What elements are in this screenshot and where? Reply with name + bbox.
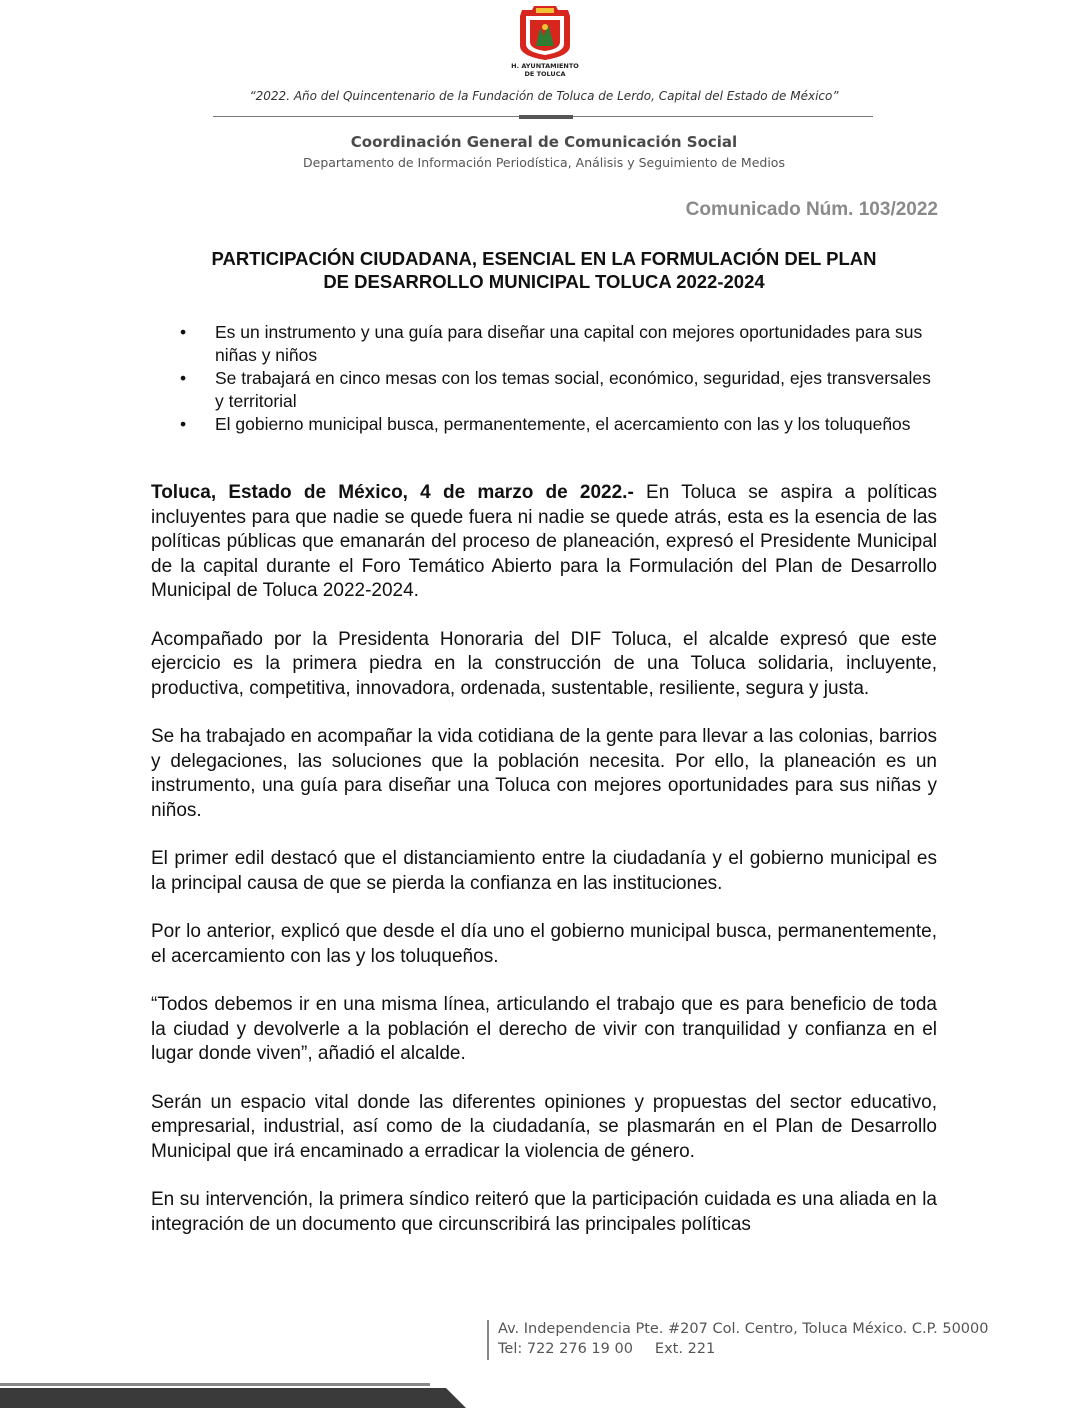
- press-release-body: [151, 481, 937, 1261]
- highlights-list: [152, 321, 938, 436]
- bullet-icon: •: [180, 368, 187, 388]
- seal-caption: [496, 62, 594, 78]
- footer-extension: Ext. 221: [654, 1341, 716, 1357]
- highlight-text: El gobierno municipal busca, permanentemente, el acercamiento con las y los toluqueños: [215, 414, 911, 434]
- highlight-item: [152, 367, 938, 413]
- highlight-item: [152, 321, 938, 367]
- body-paragraph: Por lo anterior, explicó que desde el día uno el gobierno municipal busca, permanentemente, el acercamiento con las y los toluqueños.: [151, 921, 937, 967]
- bullet-icon: •: [180, 414, 187, 434]
- footer-stripe: [0, 1383, 430, 1386]
- body-paragraph: [151, 481, 937, 604]
- highlight-text: Se trabajará en cinco mesas con los temas social, económico, seguridad, ejes transversales y territorial: [215, 368, 931, 411]
- footer-divider: [487, 1320, 489, 1360]
- footer-phone: Tel: 722 276 19 00: [498, 1341, 633, 1357]
- body-paragraph: “Todos debemos ir en una misma línea, articulando el trabajo que es para beneficio de toda la ciudad y devolverle a la población el derecho de vivir con tranquilidad y confianza en el lugar donde viven”, añadió el alcalde.: [151, 994, 937, 1064]
- seal-caption-line2: DE TOLUCA: [524, 70, 566, 78]
- toluca-seal-logo: [514, 6, 576, 60]
- press-release-number: Comunicado Núm. 103/2022: [685, 199, 938, 220]
- body-paragraph: Acompañado por la Presidenta Honoraria del DIF Toluca, el alcalde expresó que este ejercicio es la primera piedra en la construcción de una Toluca solidaria, incluyente, productiva, competitiva, innovadora, ordenada, sustentable, resiliente, segura y justa.: [151, 628, 937, 699]
- dateline: Toluca, Estado de México, 4 de marzo de 2022.-: [151, 482, 634, 503]
- bullet-icon: •: [180, 322, 187, 342]
- footer-address: Av. Independencia Pte. #207 Col. Centro, Toluca México. C.P. 50000: [498, 1321, 989, 1337]
- header-divider-accent: [519, 115, 573, 119]
- title-line-1: PARTICIPACIÓN CIUDADANA, ESENCIAL EN LA FORMULACIÓN DEL PLAN: [211, 248, 877, 269]
- title-line-2: DE DESARROLLO MUNICIPAL TOLUCA 2022-2024: [323, 271, 765, 292]
- header-motto: “2022. Año del Quincentenario de la Fundación de Toluca de Lerdo, Capital del Estado de México”: [249, 89, 839, 103]
- body-paragraph: El primer edil destacó que el distanciamiento entre la ciudadanía y el gobierno municipal es la principal causa de que se pierda la confianza en las instituciones.: [151, 848, 937, 894]
- body-paragraph: Se ha trabajado en acompañar la vida cotidiana de la gente para llevar a las colonias, barrios y delegaciones, las soluciones que la población necesita. Por ello, la planeación es un instrumento, una guía para diseñar una Toluca con mejores oportunidades para sus niñas y niños.: [151, 726, 937, 821]
- department-title: Coordinación General de Comunicación Social: [350, 133, 738, 151]
- highlight-item: [152, 413, 938, 436]
- body-paragraph: En su intervención, la primera síndico reiteró que la participación cuidada es una aliada en la integración de un documento que circunscribirá las principales políticas: [151, 1189, 937, 1235]
- footer-band: [0, 1388, 466, 1408]
- department-subtitle: Departamento de Información Periodística, Análisis y Seguimiento de Medios: [303, 155, 785, 170]
- body-paragraph: Serán un espacio vital donde las diferentes opiniones y propuestas del sector educativo, empresarial, industrial, así como de la ciudadanía, se plasmarán en el Plan de Desarrollo Municipal que irá encaminado a erradicar la violencia de género.: [151, 1091, 937, 1162]
- highlight-text: Es un instrumento y una guía para diseñar una capital con mejores oportunidades para sus niñas y niños: [215, 322, 923, 365]
- footer-contact: [498, 1341, 715, 1357]
- press-release-title: [150, 247, 938, 293]
- paragraph-text: En Toluca se aspira a políticas incluyentes para que nadie se quede fuera ni nadie se quede atrás, esta es la esencia de las políticas públicas que emanarán del proceso de planeación, expresó el Presidente Municipal de la capital durante el Foro Temático Abierto para la Formulación del Plan de Desarrollo Municipal de Toluca 2022-2024.: [151, 482, 937, 601]
- seal-caption-line1: H. AYUNTAMIENTO: [511, 62, 579, 70]
